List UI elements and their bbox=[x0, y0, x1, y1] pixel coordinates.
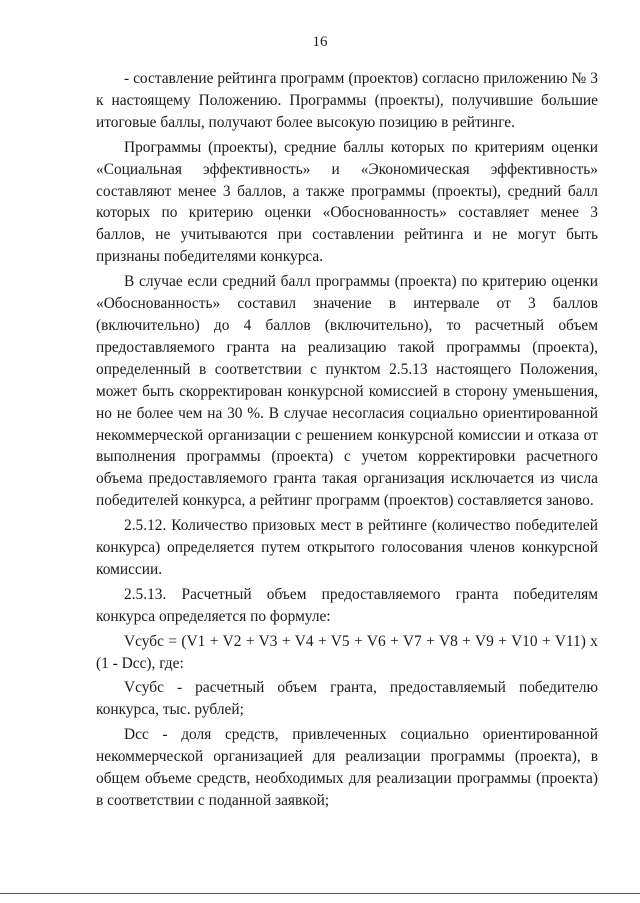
paragraph-2-5-12-prize-places: 2.5.12. Количество призовых мест в рейтинге (количество победителей конкурса) определяется путем открытого голосования членов конкурсной комиссии. bbox=[96, 517, 598, 578]
paragraph-rating-compilation: - составление рейтинга программ (проектов) согласно приложению № 3 к настоящему Положению. Программы (проекты), получившие большие итоговые баллы, получают более высокую позицию в рейтинге. bbox=[96, 70, 598, 131]
paragraph-2-5-13-grant-formula-intro: 2.5.13. Расчетный объем предоставляемого гранта победителям конкурса определяется по формуле: bbox=[96, 585, 598, 625]
formula-line: Vсубс = (V1 + V2 + V3 + V4 + V5 + V6 + V7 + V8 + V9 + V10 + V11) x (1 - Dсс), где: bbox=[96, 632, 598, 672]
definition-vsubs: Vсубс - расчетный объем гранта, предоставляемый победителю конкурса, тыс. рублей; bbox=[96, 679, 598, 719]
page-number: 16 bbox=[312, 34, 328, 50]
bottom-rule bbox=[0, 893, 640, 894]
definition-dss: Dсс - доля средств, привлеченных социально ориентированной некоммерческой организацией для реализации программы (проекта), в общем объеме средств, необходимых для реализации программы (проекта) в соответствии с поданной заявкой; bbox=[96, 726, 598, 809]
paragraph-grant-correction: В случае если средний балл программы (проекта) по критерию оценки «Обоснованность» составил значение в интервале от 3 баллов (включительно) до 4 баллов (включительно), то расчетный объем предоставляемого гранта на реализацию такой программы (проекта), определенный в соответствии с пунктом 2.5.13 настоящего Положения, может быть скорректирован конкурсной комиссией в сторону уменьшения, но не более чем на 30 %. В случае несогласия социально ориентированной некоммерческой организации с решением конкурсной комиссии и отказа от выполнения программы (проекта) с учетом корректировки расчетного объема предоставляемого гранта такая организация исключается из числа победителей конкурса, а рейтинг программ (проектов) составляется заново. bbox=[96, 273, 598, 510]
paragraph-low-scores-excluded: Программы (проекты), средние баллы которых по критериям оценки «Социальная эффективность» и «Экономическая эффективность» составляют менее 3 баллов, а также программы (проекты), средний балл которых по критерию оценки «Обоснованность» составляет менее 3 баллов, не учитываются при составлении рейтинга и не могут быть признаны победителями конкурса. bbox=[96, 138, 598, 266]
document-body bbox=[96, 68, 598, 815]
